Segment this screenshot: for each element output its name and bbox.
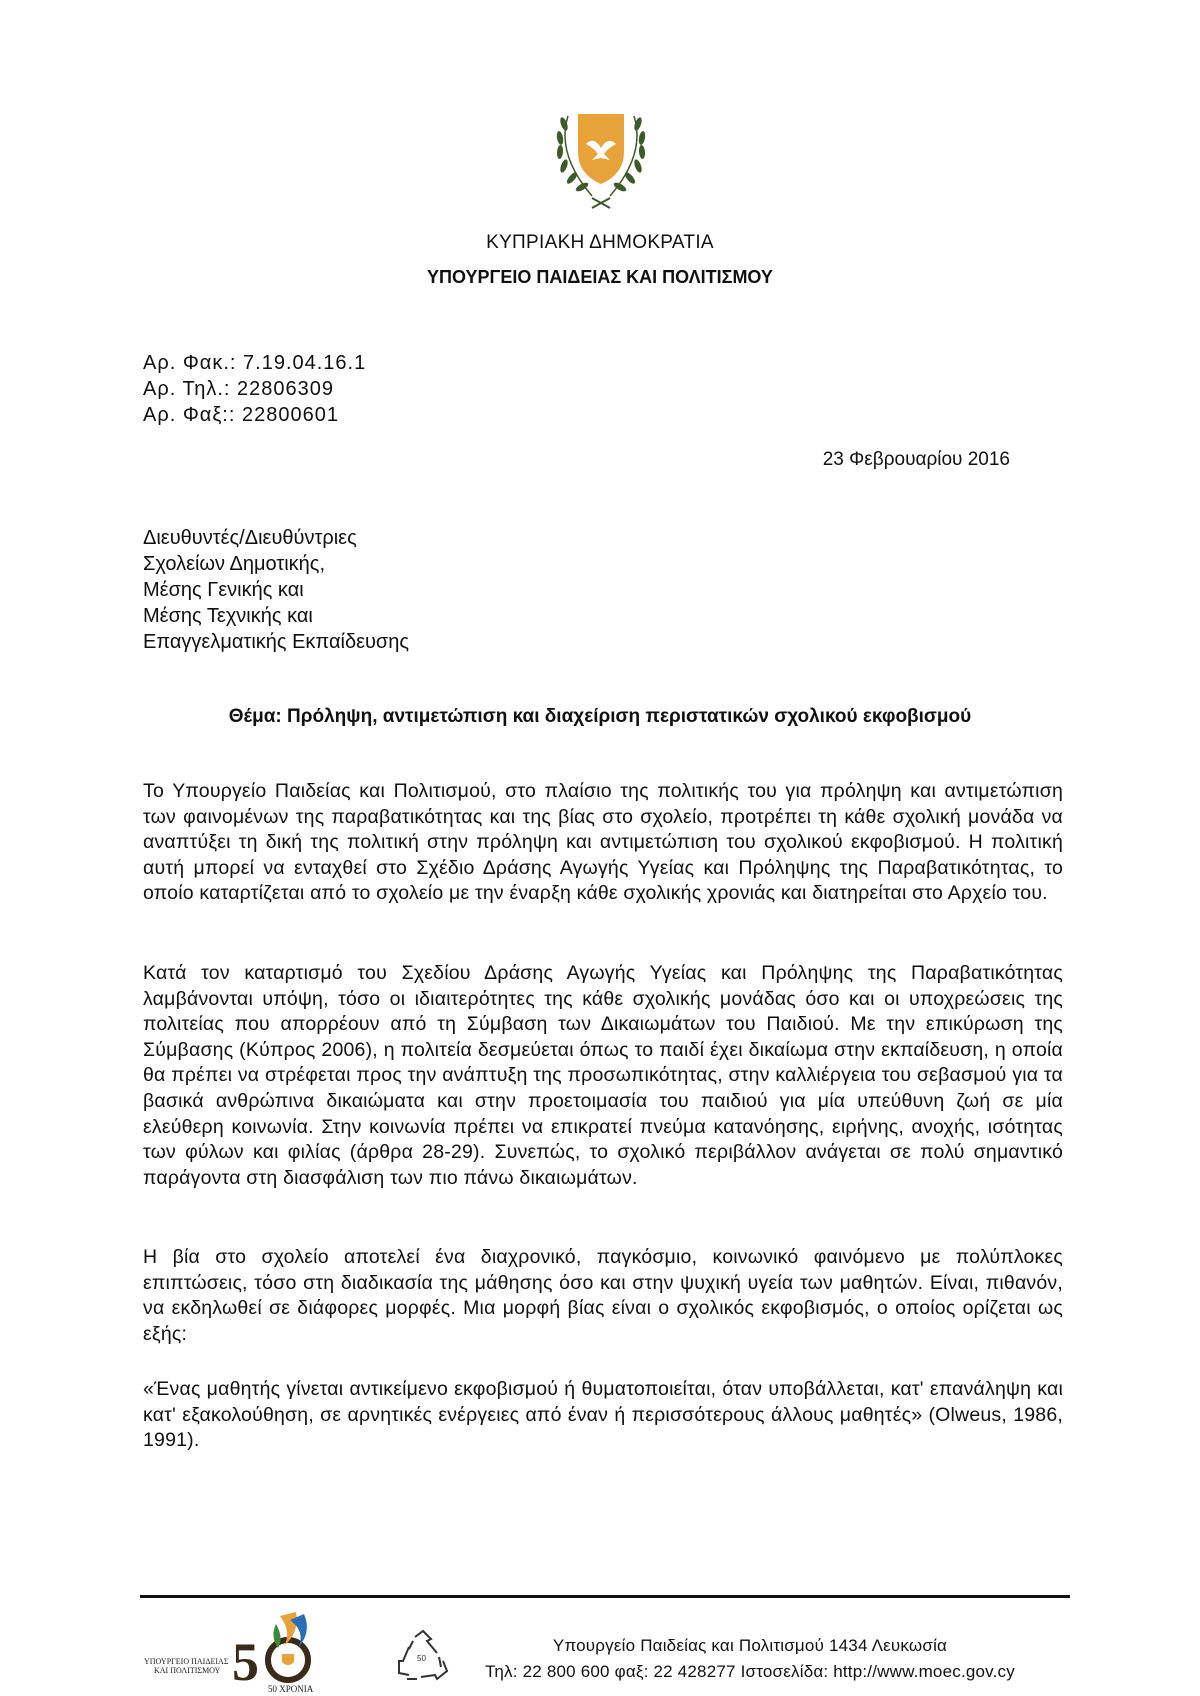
- phone-number: Αρ. Τηλ.: 22806309: [143, 378, 334, 400]
- recipient-line: Μέσης Γενικής και: [143, 579, 304, 601]
- footer-divider: [140, 1595, 1070, 1598]
- svg-text:ΚΑΙ ΠΟΛΙΤΙΣΜΟΥ: ΚΑΙ ΠΟΛΙΤΙΣΜΟΥ: [154, 1666, 221, 1675]
- recipient-line: Σχολείων Δημοτικής,: [143, 553, 326, 575]
- body-quote-paragraph: «Ένας μαθητής γίνεται αντικείμενο εκφοβισμού ή θυματοποιείται, όταν υποβάλλεται, κατ' επανάληψη και κατ' εξακολούθηση, σε αρνητικές ενέργειες από έναν ή περισσότερους άλλους μαθητές» (Olweus, 1986, 1991).: [143, 1378, 1063, 1452]
- letter-date: 23 Φεβρουαρίου 2016: [822, 449, 1010, 470]
- subject-line: Θέμα: Πρόληψη, αντιμετώπιση και διαχείριση περιστατικών σχολικού εκφοβισμού: [228, 706, 972, 727]
- recipients-block: [143, 525, 409, 655]
- body-paragraph: Η βία στο σχολείο αποτελεί ένα διαχρονικό, παγκόσμιο, κοινωνικό φαινόμενο με πολύπλοκες επιπτώσεις, τόσο στη διαδικασία της μάθησης όσο και στην ψυχική υγεία των μαθητών. Είναι, πιθανόν, να εκδηλωθεί σε διάφορες μορφές. Μια μορφή βίας είναι ο σχολικός εκφοβισμός, ο οποίος ορίζεται ως εξής:: [143, 1246, 1063, 1345]
- svg-text:5: 5: [232, 1632, 259, 1692]
- coat-of-arms-emblem: [550, 104, 652, 212]
- recycle-icon: [393, 1627, 453, 1685]
- footer-contacts: Τηλ: 22 800 600 φαξ: 22 428277 Ιστοσελίδα: http://www.moec.gov.cy: [485, 1662, 1015, 1681]
- file-number: Αρ. Φακ.: 7.19.04.16.1: [143, 352, 367, 374]
- svg-text:50 ΧΡΟΝΙΑ: 50 ΧΡΟΝΙΑ: [268, 1684, 314, 1694]
- recipient-line: Μέσης Τεχνικής και: [143, 605, 313, 627]
- svg-text:50: 50: [417, 1654, 426, 1663]
- recipient-line: Επαγγελματικής Εκπαίδευσης: [143, 631, 410, 653]
- body-paragraph: Κατά τον καταρτισμό του Σχεδίου Δράσης Αγωγής Υγείας και Πρόληψης της Παραβατικότητας λαμβάνονται υπόψη, τόσο οι ιδιαιτερότητες της κάθε σχολικής μονάδας όσο και οι υποχρεώσεις της πολιτείας που απορρέουν από τη Σύμβαση των Δικαιωμάτων του Παιδιού. Με την επικύρωση της Σύμβασης (Κύπρος 2006), η πολιτεία δεσμεύεται όπως το παιδί έχει δικαίωμα στην εκπαίδευση, η οποία θα πρέπει να στρέφεται προς την ανάπτυξη της προσωπικότητας, στην καλλιέργεια του σεβασμού για τα βασικά ανθρώπινα δικαιώματα και στην προετοιμασία του παιδιού για μία υπεύθυνη ζωή σε μία ελεύθερη κοινωνία. Στην κοινωνία πρέπει να επικρατεί πνεύμα κατανόησης, ειρήνης, ανοχής, ισότητας των φύλων και φιλίας (άρθρα 28-29). Συνεπώς, το σχολικό περιβάλλον ανάγεται σε πολύ σημαντικό παράγοντα στη διασφάλιση των πιο πάνω δικαιωμάτων.: [143, 962, 1063, 1189]
- reference-numbers: [143, 350, 366, 428]
- footer-address: Υπουργείο Παιδείας και Πολιτισμού 1434 Λευκωσία: [552, 1636, 948, 1655]
- fax-number: Αρ. Φαξ:: 22800601: [143, 404, 339, 426]
- recipient-line: Διευθυντές/Διευθύντριες: [143, 527, 357, 549]
- body-paragraph: Το Υπουργείο Παιδείας και Πολιτισμού, στο πλαίσιο της πολιτικής του για πρόληψη και αντιμετώπιση των φαινομένων της παραβατικότητας και της βίας στο σχολείο, προτρέπει τη κάθε σχολική μονάδα να αναπτύξει τη δική της πολιτική στην πρόληψη και αντιμετώπιση του σχολικού εκφοβισμού. Η πολιτική αυτή μπορεί να ενταχθεί στο Σχέδιο Δράσης Αγωγής Υγείας και Πρόληψης της Παραβατικότητας, το οποίο καταρτίζεται από το σχολείο με την έναρξη κάθε σχολικής χρονιάς και διατηρείται στο Αρχείο του.: [143, 780, 1063, 905]
- anniversary-50-logo: [140, 1602, 340, 1694]
- ministry-heading: ΥΠΟΥΡΓΕΙΟ ΠΑΙΔΕΙΑΣ ΚΑΙ ΠΟΛΙΤΙΣΜΟΥ: [427, 267, 773, 287]
- republic-heading: ΚΥΠΡΙΑΚΗ ΔΗΜΟΚΡΑΤΙΑ: [486, 232, 714, 253]
- svg-text:ΥΠΟΥΡΓΕΙΟ ΠΑΙΔΕΙΑΣ: ΥΠΟΥΡΓΕΙΟ ΠΑΙΔΕΙΑΣ: [144, 1657, 229, 1666]
